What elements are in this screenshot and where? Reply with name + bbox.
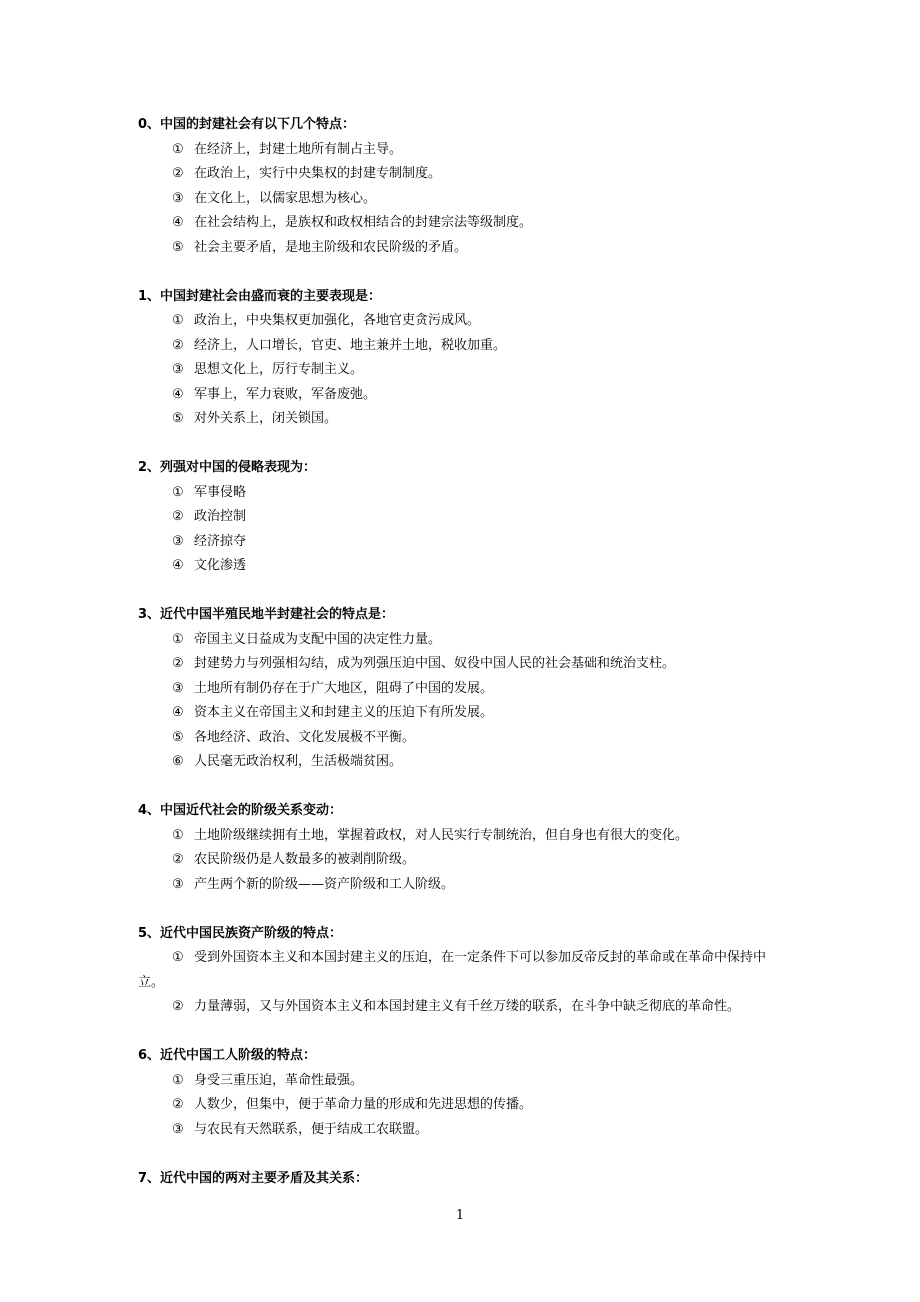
list-item-text: 受到外国资本主义和本国封建主义的压迫，在一定条件下可以参加反帝反封的革命或在革命中保持中立。 bbox=[138, 950, 767, 990]
page-number: 1 bbox=[455, 1208, 465, 1223]
section-1 bbox=[138, 285, 788, 432]
list-item bbox=[138, 383, 788, 408]
list-item-text: 各地经济、政治、文化发展极不平衡。 bbox=[194, 729, 416, 745]
list-item-text: 思想文化上，厉行专制主义。 bbox=[194, 362, 364, 377]
list-item-number: ① bbox=[172, 484, 184, 500]
list-item-number: ② bbox=[172, 656, 184, 671]
section-heading: 7、近代中国的两对主要矛盾及其关系： bbox=[138, 1170, 369, 1186]
list-item-text: 军事上，军力衰败，军备废弛。 bbox=[194, 386, 377, 402]
list-item-text: 土地所有制仍存在于广大地区，阻碍了中国的发展。 bbox=[194, 680, 494, 696]
section-heading: 3、近代中国半殖民地半封建社会的特点是： bbox=[138, 607, 395, 622]
list-item-number: ① bbox=[172, 1072, 184, 1088]
list-item bbox=[138, 358, 788, 383]
list-item-text: 在经济上，封建土地所有制占主导。 bbox=[194, 141, 403, 157]
list-item-text: 经济上，人口增长，官吏、地主兼并土地，税收加重。 bbox=[194, 337, 507, 353]
list-item-number: ③ bbox=[172, 362, 184, 377]
list-item-text: 在社会结构上，是族权和政权相结合的封建宗法等级制度。 bbox=[194, 215, 533, 230]
list-item-number: ③ bbox=[172, 533, 184, 549]
list-item-number: ② bbox=[172, 509, 184, 524]
list-item-text: 文化渗透 bbox=[194, 558, 247, 573]
list-item-number: ④ bbox=[172, 558, 184, 573]
section-5 bbox=[138, 922, 788, 1020]
list-item-number: ① bbox=[172, 827, 184, 843]
list-item bbox=[138, 995, 788, 1020]
list-item bbox=[138, 162, 788, 187]
list-item-number: ① bbox=[172, 631, 184, 647]
list-item-text: 产生两个新的阶级——资产阶级和工人阶级。 bbox=[194, 876, 455, 892]
list-item bbox=[138, 1118, 788, 1143]
list-item bbox=[138, 848, 788, 873]
section-7 bbox=[138, 1167, 788, 1192]
list-item-text: 对外关系上，闭关锁国。 bbox=[194, 411, 338, 426]
list-item bbox=[138, 554, 788, 579]
list-item-number: ③ bbox=[172, 1121, 184, 1137]
list-item-text: 政治上，中央集权更加强化，各地官吏贪污成风。 bbox=[194, 313, 481, 328]
list-item bbox=[138, 236, 788, 261]
list-item bbox=[138, 138, 788, 163]
section-heading: 1、中国封建社会由盛而衰的主要表现是： bbox=[138, 288, 382, 304]
section-2 bbox=[138, 456, 788, 579]
list-item-number: ③ bbox=[172, 680, 184, 696]
list-item bbox=[138, 628, 788, 653]
list-item-text: 经济掠夺 bbox=[194, 533, 247, 549]
document-body bbox=[138, 113, 788, 1216]
list-item bbox=[138, 334, 788, 359]
section-heading: 4、中国近代社会的阶级关系变动： bbox=[138, 803, 343, 818]
list-item-number: ④ bbox=[172, 215, 184, 230]
list-item-number: ④ bbox=[172, 386, 184, 402]
list-item-number: ① bbox=[172, 313, 184, 328]
section-3 bbox=[138, 603, 788, 775]
section-6 bbox=[138, 1044, 788, 1142]
list-item-text: 力量薄弱，又与外国资本主义和本国封建主义有千丝万缕的联系，在斗争中缺乏彻底的革命性。 bbox=[194, 999, 741, 1014]
list-item-number: ③ bbox=[172, 190, 184, 206]
list-item bbox=[138, 677, 788, 702]
list-item-text: 与农民有天然联系，便于结成工农联盟。 bbox=[194, 1121, 429, 1137]
list-item-text: 土地阶级继续拥有土地，掌握着政权，对人民实行专制统治，但自身也有很大的变化。 bbox=[194, 827, 689, 843]
list-item bbox=[138, 1093, 788, 1118]
list-item-text: 农民阶级仍是人数最多的被剥削阶级。 bbox=[194, 852, 416, 867]
section-heading: 2、列强对中国的侵略表现为： bbox=[138, 460, 317, 475]
list-item-text: 资本主义在帝国主义和封建主义的压迫下有所发展。 bbox=[194, 705, 494, 720]
list-item bbox=[138, 750, 788, 775]
section-heading: 0、中国的封建社会有以下几个特点： bbox=[138, 117, 356, 132]
list-item bbox=[138, 211, 788, 236]
list-item bbox=[138, 407, 788, 432]
list-item-number: ② bbox=[172, 852, 184, 867]
list-item bbox=[138, 530, 788, 555]
list-item bbox=[138, 187, 788, 212]
list-item-number: ③ bbox=[172, 876, 184, 892]
list-item bbox=[138, 309, 788, 334]
list-item-text: 政治控制 bbox=[194, 509, 247, 524]
list-item-number: ① bbox=[172, 141, 184, 157]
section-heading: 5、近代中国民族资产阶级的特点： bbox=[138, 925, 343, 941]
list-item-text: 人民毫无政治权利，生活极端贫困。 bbox=[194, 754, 403, 769]
list-item bbox=[138, 1069, 788, 1094]
list-item-number: ④ bbox=[172, 705, 184, 720]
section-heading: 6、近代中国工人阶级的特点： bbox=[138, 1048, 317, 1063]
list-item-text: 社会主要矛盾，是地主阶级和农民阶级的矛盾。 bbox=[194, 239, 468, 255]
list-item bbox=[138, 505, 788, 530]
list-item-text: 帝国主义日益成为支配中国的决定性力量。 bbox=[194, 631, 442, 647]
list-item-number: ⑤ bbox=[172, 729, 184, 745]
list-item bbox=[138, 824, 788, 849]
list-item-number: ② bbox=[172, 999, 184, 1014]
list-item-number: ② bbox=[172, 337, 184, 353]
list-item-text: 人数少，但集中，便于革命力量的形成和先进思想的传播。 bbox=[194, 1097, 533, 1112]
section-4 bbox=[138, 799, 788, 897]
list-item bbox=[138, 726, 788, 751]
list-item-number: ② bbox=[172, 166, 184, 181]
list-item-number: ⑤ bbox=[172, 239, 184, 255]
list-item-text: 封建势力与列强相勾结，成为列强压迫中国、奴役中国人民的社会基础和统治支柱。 bbox=[194, 656, 676, 671]
list-item-text: 在文化上，以儒家思想为核心。 bbox=[194, 190, 377, 206]
list-item-number: ⑤ bbox=[172, 411, 184, 426]
list-item-text: 在政治上，实行中央集权的封建专制制度。 bbox=[194, 166, 442, 181]
list-item bbox=[138, 652, 788, 677]
list-item-number: ⑥ bbox=[172, 754, 184, 769]
list-item-number: ① bbox=[172, 950, 184, 965]
list-item bbox=[138, 701, 788, 726]
list-item bbox=[138, 873, 788, 898]
list-item-text: 军事侵略 bbox=[194, 484, 247, 500]
list-item bbox=[138, 946, 788, 995]
list-item bbox=[138, 481, 788, 506]
section-0 bbox=[138, 113, 788, 260]
list-item-number: ② bbox=[172, 1097, 184, 1112]
list-item-text: 身受三重压迫，革命性最强。 bbox=[194, 1072, 364, 1088]
